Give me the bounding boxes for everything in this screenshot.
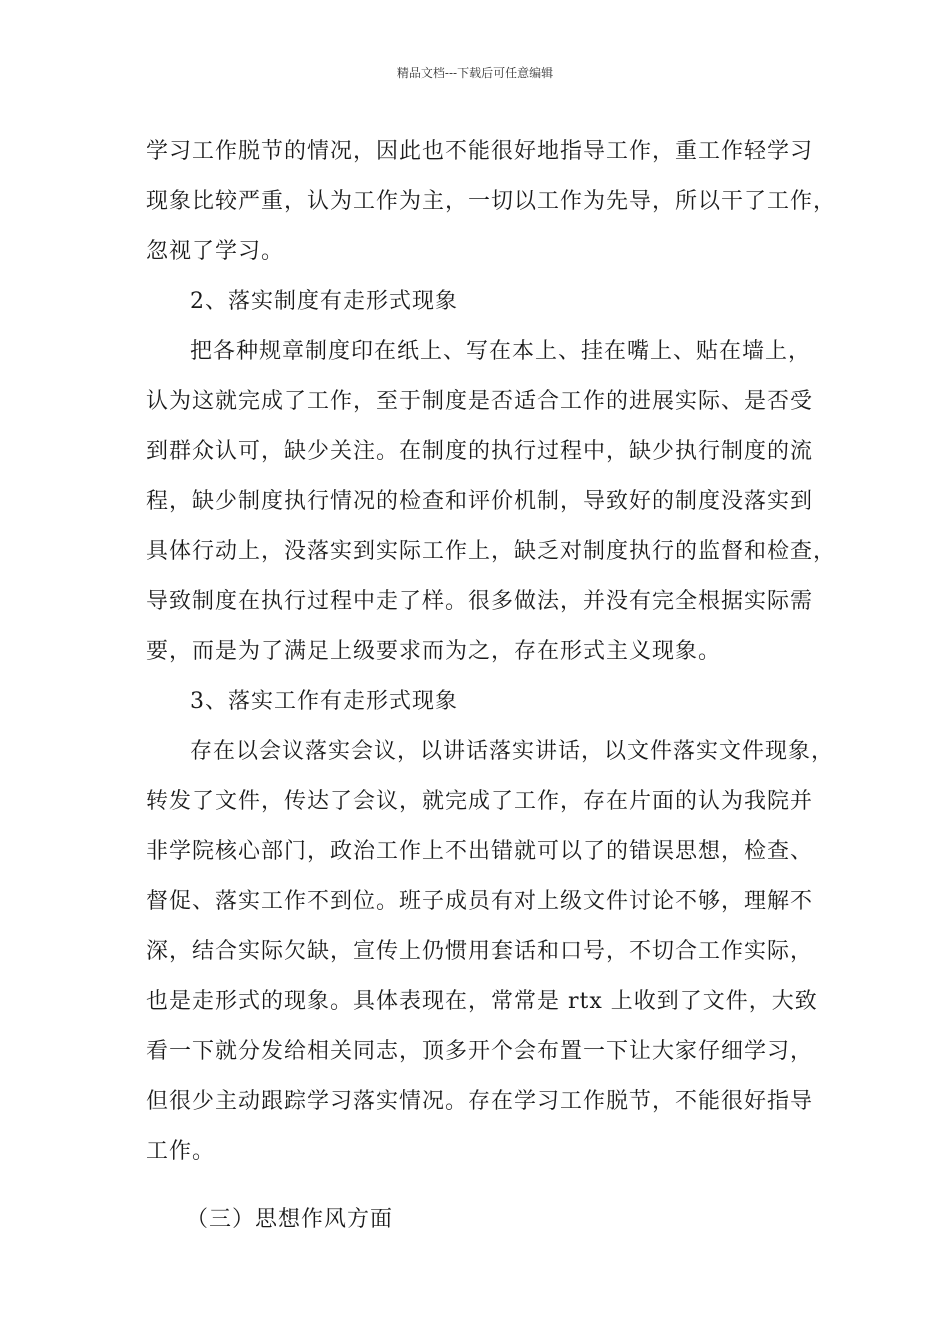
paragraph-line: 导致制度在执行过程中走了样。很多做法，并没有完全根据实际需	[146, 589, 814, 614]
section-heading: （三）思想作风方面	[186, 1207, 394, 1232]
paragraph-line: 到群众认可，缺少关注。在制度的执行过程中，缺少执行制度的流	[146, 439, 814, 464]
paragraph-line: 但很少主动跟踪学习落实情况。存在学习工作脱节，不能很好指导	[146, 1089, 814, 1114]
paragraph-line: 存在以会议落实会议，以讲话落实讲话，以文件落实文件现象，	[190, 739, 835, 764]
paragraph-line: 程，缺少制度执行情况的检查和评价机制，导致好的制度没落实到	[146, 489, 814, 514]
paragraph-line: 督促、落实工作不到位。班子成员有对上级文件讨论不够，理解不	[146, 889, 814, 914]
paragraph-line: 工作。	[146, 1139, 216, 1164]
paragraph-line: 现象比较严重，认为工作为主，一切以工作为先导，所以干了工作，	[146, 189, 837, 214]
paragraph-line: 认为这就完成了工作，至于制度是否适合工作的进展实际、是否受	[146, 389, 814, 414]
paragraph-line: 具体行动上，没落实到实际工作上，缺乏对制度执行的监督和检查，	[146, 539, 837, 564]
paragraph-line: 非学院核心部门，政治工作上不出错就可以了的错误思想，检查、	[146, 839, 814, 864]
spacer	[146, 1177, 826, 1195]
document-body	[146, 127, 837, 1245]
paragraph-line: 深，结合实际欠缺，宣传上仍惯用套话和口号，不切合工作实际，	[146, 939, 814, 964]
page-header: 精品文档---下载后可任意编辑	[396, 66, 554, 80]
paragraph-line: 忽视了学习。	[146, 239, 285, 264]
paragraph-line: 转发了文件，传达了会议，就完成了工作，存在片面的认为我院并	[146, 789, 814, 814]
paragraph-line: 也是走形式的现象。具体表现在，常常是 rtx 上收到了文件，大致	[146, 989, 818, 1014]
section-heading: 3、落实工作有走形式现象	[190, 689, 458, 714]
section-heading: 2、落实制度有走形式现象	[190, 289, 458, 314]
paragraph-line: 学习工作脱节的情况，因此也不能很好地指导工作，重工作轻学习	[146, 139, 814, 164]
paragraph-line: 把各种规章制度印在纸上、写在本上、挂在嘴上、贴在墙上，	[190, 339, 812, 364]
paragraph-line: 看一下就分发给相关同志，顶多开个会布置一下让大家仔细学习，	[146, 1039, 814, 1064]
paragraph-line: 要，而是为了满足上级要求而为之，存在形式主义现象。	[146, 639, 722, 664]
